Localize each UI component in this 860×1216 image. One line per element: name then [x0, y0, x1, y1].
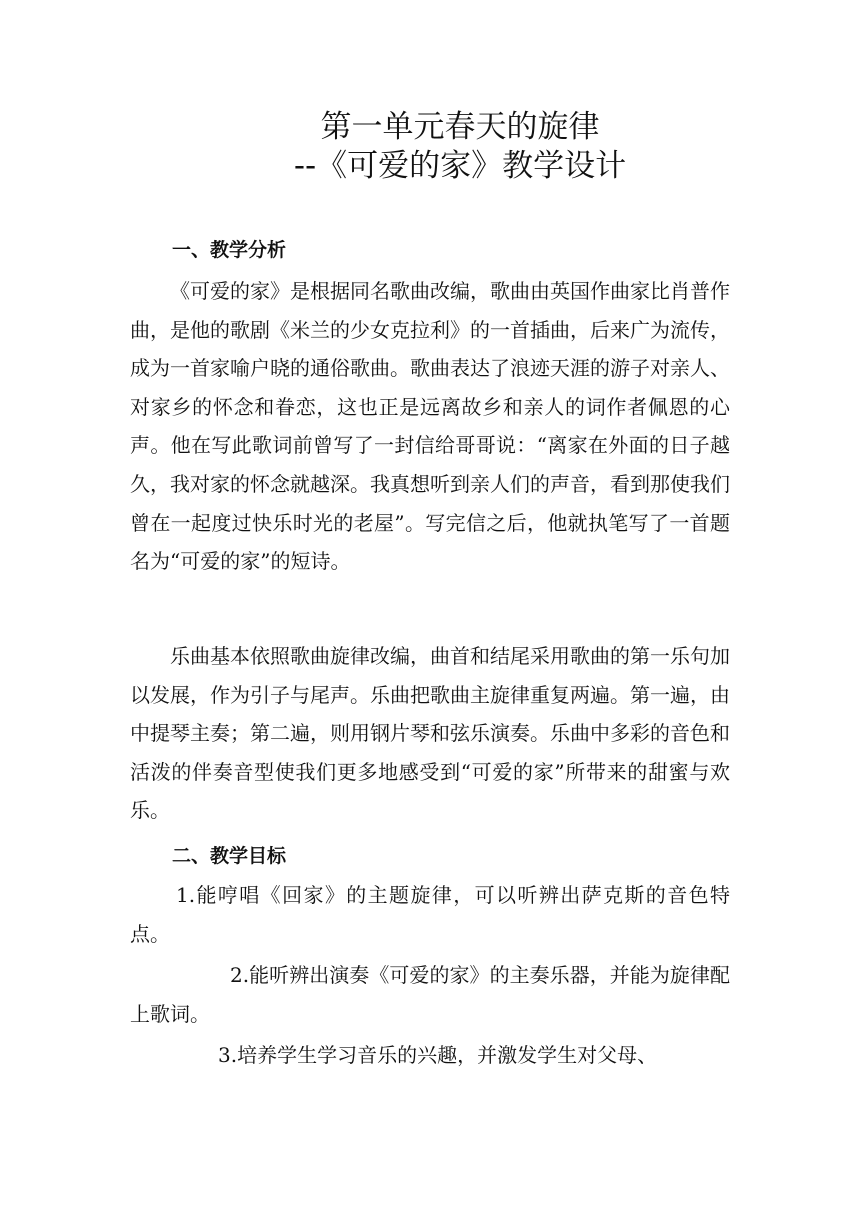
document-title-line-1: 第一单元春天的旋律 [320, 109, 600, 145]
goal-item-1: 1.能哼唱《回家》的主题旋律，可以听辨出萨克斯的音色特点。 [130, 883, 730, 946]
analysis-paragraph-2: 乐曲基本依照歌曲旋律改编，曲首和结尾采用歌曲的第一乐句加以发展，作为引子与尾声。乐曲把歌曲主旋律重复两遍。第一遍，由中提琴主奏；第二遍，则用钢片琴和弦乐演奏。乐曲中多彩的音色和活泼的伴奏音型使我们更多地感受到“可爱的家”所带来的甜蜜与欢乐。 [130, 644, 730, 823]
section-heading-teaching-analysis: 一、教学分析 [172, 239, 287, 261]
section-heading-teaching-goals: 二、教学目标 [172, 845, 287, 867]
document-title-line-2: --《可爱的家》教学设计 [293, 148, 627, 184]
goal-item-2: 2.能听辨出演奏《可爱的家》的主奏乐器，并能为旋律配上歌词。 [130, 963, 730, 1026]
goal-item-3: 3.培养学生学习音乐的兴趣，并激发学生对父母、 [218, 1043, 658, 1067]
analysis-paragraph-1: 《可爱的家》是根据同名歌曲改编，歌曲由英国作曲家比肖普作曲，是他的歌剧《米兰的少女克拉利》的一首插曲，后来广为流传，成为一首家喻户晓的通俗歌曲。歌曲表达了浪迹天涯的游子对亲人、对家乡的怀念和眷恋，这也正是远离故乡和亲人的词作者佩恩的心声。他在写此歌词前曾写了一封信给哥哥说：“离家在外面的日子越久，我对家的怀念就越深。我真想听到亲人们的声音，看到那使我们曾在一起度过快乐时光的老屋”。写完信之后，他就执笔写了一首题名为“可爱的家”的短诗。 [130, 279, 730, 574]
